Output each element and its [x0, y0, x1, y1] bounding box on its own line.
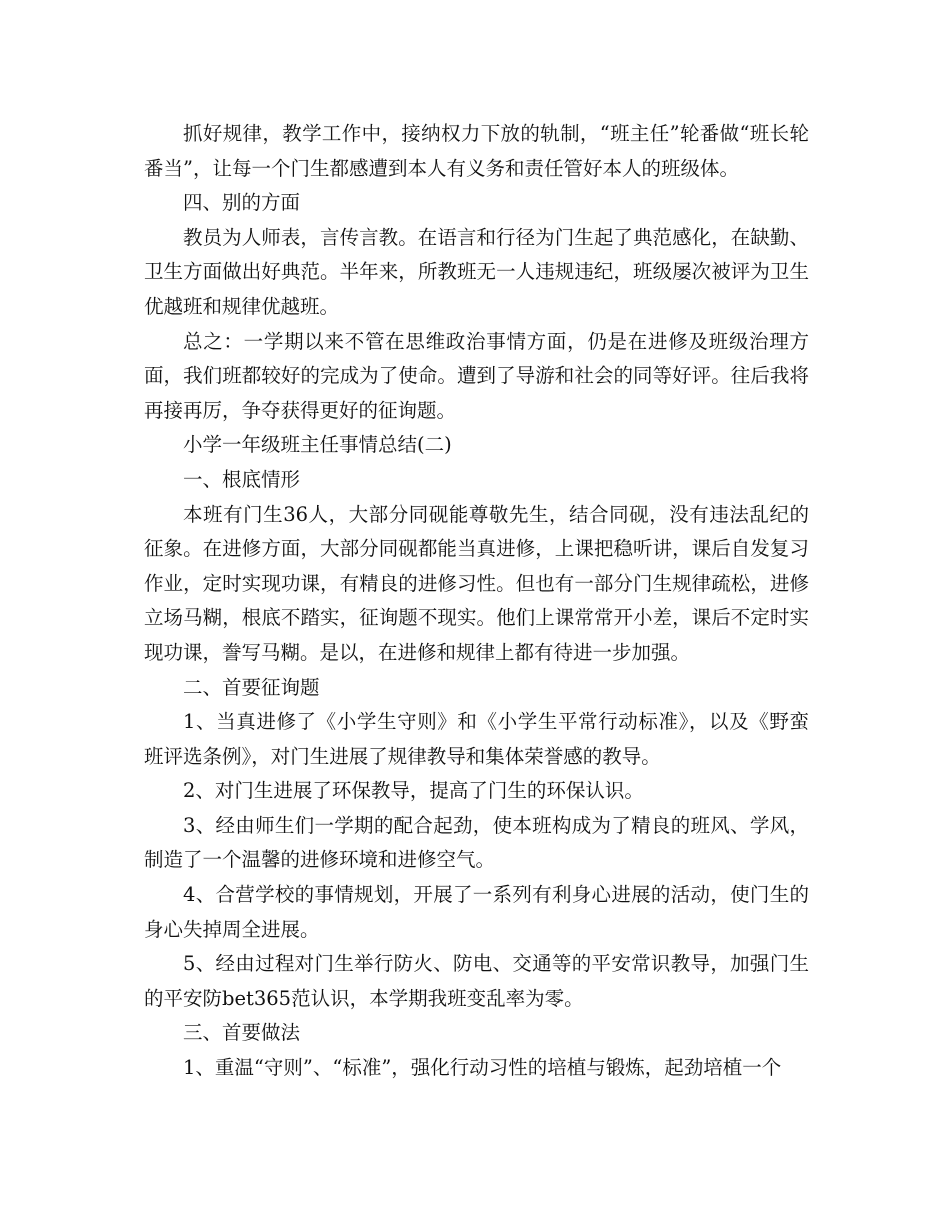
section-heading-basic-situation: 一、根底情形: [183, 467, 301, 491]
list-item-2: 2、对门生进展了环保教导，提高了门生的环保认识。: [183, 779, 644, 803]
paragraph-rules-rotation: 抓好规律，教学工作中，接纳权力下放的轨制，“班主任”轮番做“班长轮番当”，让每一个门生都感遭到本人有义务和责任管好本人的班级体。: [144, 122, 809, 180]
list-item-4: 4、合营学校的事情规划，开展了一系列有利身心进展的活动，使门生的身心失掉周全进展。: [144, 883, 809, 941]
section-heading-main-methods: 三、首要做法: [183, 1021, 301, 1045]
list-item-1: 1、当真进修了《小学生守则》和《小学生平常行动标准》，以及《野蛮班评选条例》，对门生进展了规律教导和集体荣誉感的教导。: [144, 710, 809, 768]
document-body: [144, 117, 809, 1086]
section-heading-other-aspects: 四、别的方面: [183, 191, 301, 215]
paragraph-conclusion: 总之：一学期以来不管在思维政治事情方面，仍是在进修及班级治理方面，我们班都较好的完成为了使命。遭到了导游和社会的同等好评。往后我将再接再厉，争夺获得更好的征询题。: [144, 329, 809, 422]
paragraph-class-overview: 本班有门生36人，大部分同砚能尊敬先生，结合同砚，没有违法乱纪的征象。在进修方面，大部分同砚都能当真进修，上课把稳听讲，课后自发复习作业，定时实现功课，有精良的进修习性。但也有一部分门生规律疏松，进修立场马糊，根底不踏实，征询题不现实。他们上课常常开小差，课后不定时实现功课，誊写马糊。是以，在进修和规律上都有待进一步加强。: [144, 502, 809, 664]
document-subtitle: 小学一年级班主任事情总结(二): [183, 433, 452, 457]
list-item-3: 3、经由师生们一学期的配合起劲，使本班构成为了精良的班风、学风，制造了一个温馨的进修环境和进修空气。: [144, 813, 809, 872]
list-item-methods-1: 1、重温“守则”、“标准”，强化行动习性的培植与锻炼，起劲培植一个: [183, 1056, 782, 1080]
list-item-5: 5、经由过程对门生举行防火、防电、交通等的平安常识教导，加强门生的平安防bet365范认识，本学期我班变乱率为零。: [144, 952, 809, 1010]
section-heading-main-issues: 二、首要征询题: [183, 675, 320, 699]
paragraph-teacher-example: 教员为人师表，言传言教。在语言和行径为门生起了典范感化，在缺勤、卫生方面做出好典范。半年来，所教班无一人违规违纪，班级屡次被评为卫生优越班和规律优越班。: [144, 225, 809, 318]
